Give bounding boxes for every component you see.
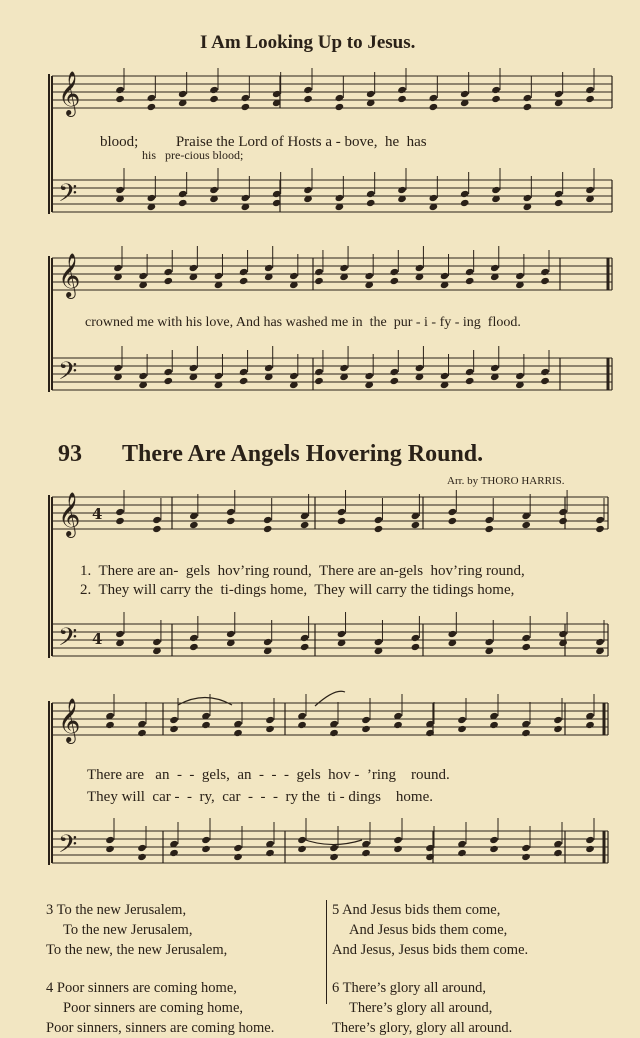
prev-system-1-treble-note <box>115 95 125 103</box>
prev-system-2-bass-note <box>314 377 324 385</box>
verse-number: 4 <box>46 980 54 996</box>
prev-system-1-treble-note <box>241 94 251 102</box>
hymn93-system-2-bass-note <box>393 836 403 844</box>
prev-system-2-bass-note <box>490 364 500 372</box>
hymn93-system-2-treble-clef-icon: 𝄞 <box>58 698 81 742</box>
prev-system-1-bass-note <box>397 186 407 194</box>
hymn93-system-1-bass-clef-icon: 𝄢 <box>58 623 78 658</box>
hymn93-system-2-bass-clef-icon: 𝄢 <box>58 830 78 865</box>
hymn93-system-2-treble-note <box>361 716 371 724</box>
prev-system-2-treble-note <box>314 268 324 276</box>
hymn93-system-2-treble-note <box>553 716 563 724</box>
prev-system-1-treble-note <box>178 90 188 98</box>
hymn93-system-1-treble-note <box>152 516 162 524</box>
prev-system-2-bass-note <box>390 377 400 385</box>
prev-system-2-treble-note <box>465 268 475 276</box>
prev-system-1-treble-note <box>147 103 157 111</box>
hymn93-system-1-treble-note <box>263 516 273 524</box>
hymn93-system-2-bass-note <box>489 845 499 853</box>
prev-system-1-treble-note <box>585 95 595 103</box>
prev-system-1-bass-note <box>303 186 313 194</box>
hymn93-system-1-bass-note <box>374 638 384 646</box>
prev-system-2-treble-note <box>239 277 249 285</box>
prev-system-1-treble-note <box>523 103 533 111</box>
hymn93-system-1-treble-note <box>448 508 458 516</box>
verse-number: 3 <box>46 902 54 918</box>
hymn93-system-1-bass-note <box>300 634 310 642</box>
hymn93-system-1-bass-note <box>300 643 310 651</box>
prev-system-1-bass-note <box>523 194 533 202</box>
prev-system-2-bass-note <box>415 364 425 372</box>
hymn93-system-2-bass-note <box>553 849 563 857</box>
verse-line: To the new, the new Jerusalem, <box>46 942 228 958</box>
prev-system-2-treble-note <box>163 277 173 285</box>
prev-system-1-treble-note <box>429 103 439 111</box>
hymn93-system-2-bass-note <box>457 849 467 857</box>
hymn93-system-1-treble-note <box>484 516 494 524</box>
hymn93-system-1-treble-note <box>337 508 347 516</box>
prev-system-1-bass-note <box>241 194 251 202</box>
hymn93-system-2-bass-note <box>233 844 243 852</box>
prev-system-1-treble-note <box>209 95 219 103</box>
prev-system-1-bass-note <box>429 194 439 202</box>
hymn93-system-2-bass-note <box>361 849 371 857</box>
hymn93-system-2-treble-note <box>169 716 179 724</box>
prev-lyrics-line1: blood; Praise the Lord of Hosts a - bove, he has <box>100 134 427 150</box>
hymn93-system-1-bass-note <box>152 638 162 646</box>
prev-system-1-treble-note <box>241 103 251 111</box>
hymn93-system-1-treble-note <box>484 525 494 533</box>
hymn93-system-1-treble-note <box>300 521 310 529</box>
prev-system-2-bass-note <box>113 364 123 372</box>
prev-system-2-bass-note <box>289 372 299 380</box>
verses-right-column <box>332 900 528 1038</box>
hymn93-system-2-treble-note <box>329 729 339 737</box>
hymn93-system-1-bass-note <box>411 643 421 651</box>
prev-system-1-bass-note <box>491 186 501 194</box>
prev-lyrics-line2: crowned me with his love, And has washed me in the pur - i - fy - ing flood. <box>85 315 521 330</box>
hymn93-system-1-treble-note <box>374 516 384 524</box>
hymn93-system-1-bass-note <box>115 630 125 638</box>
prev-system-1-treble-note <box>115 86 125 94</box>
hymn93-system-1-bass-note <box>521 643 531 651</box>
hymn93-system-2-bass-note <box>201 845 211 853</box>
prev-system-1-treble-note <box>209 86 219 94</box>
time-signature: 4 <box>92 505 103 523</box>
prev-system-2-treble-note <box>289 272 299 280</box>
verse-line: And Jesus bids them come, <box>349 922 508 938</box>
hymn93-system-2-bass-note <box>521 853 531 861</box>
prev-system-2-treble-note <box>113 264 123 272</box>
prev-system-1-treble-note <box>397 86 407 94</box>
hymn93-system-1-treble-note <box>558 508 568 516</box>
hymn93-system-1-bass-note <box>411 634 421 642</box>
prev-system-2-bass-note <box>540 377 550 385</box>
prev-system-1-treble-note <box>523 94 533 102</box>
verse-line: To the new Jerusalem, <box>56 902 187 918</box>
hymn93-system-2-bass-note <box>169 849 179 857</box>
prev-system-2-bass-note <box>540 368 550 376</box>
prev-system-2-treble-note <box>440 272 450 280</box>
hymn93-system-1-bass-note <box>521 634 531 642</box>
verse-line: Poor sinners, sinners are coming home. <box>46 1020 275 1036</box>
hymn93-system-1-treble-note <box>448 517 458 525</box>
hymn93-system-1-treble-note <box>374 525 384 533</box>
hymn93-system-2-treble-note <box>265 716 275 724</box>
stanza-1-lyrics: 1. There are an- gels hov’ring round, There are an-gels hov’ring round, <box>80 563 525 579</box>
prev-system-2-bass-note <box>440 372 450 380</box>
hymn93-system-2-treble-note <box>169 725 179 733</box>
hymn93-system-2-treble-note <box>201 721 211 729</box>
prev-system-1-bass-clef-icon: 𝄢 <box>58 179 78 214</box>
hymn93-system-2-bass-note <box>105 845 115 853</box>
hymn93-system-2-bass-note <box>489 836 499 844</box>
prev-system-2-treble-note <box>214 272 224 280</box>
prev-system-2-bass-note <box>138 372 148 380</box>
stanza-2-lyrics: 2. They will carry the ti-dings home, They will carry the tidings home, <box>80 582 515 598</box>
prev-system-1-treble-note <box>585 86 595 94</box>
prev-system-2-treble-note <box>189 264 199 272</box>
hymn93-system-1-treble-clef-icon: 𝄞 <box>58 492 81 536</box>
prev-system-1-bass-note <box>366 190 376 198</box>
hymn93-system-1-bass-note <box>337 630 347 638</box>
hymn93-system-2-treble-note <box>457 716 467 724</box>
hymn93-system-2-treble-note <box>585 721 595 729</box>
prev-system-2-bass-note <box>364 372 374 380</box>
prev-system-1-bass-note <box>209 186 219 194</box>
prev-system-1-bass-note <box>460 199 470 207</box>
hymn93-system-1-bass-note <box>189 643 199 651</box>
hymn93-system-2-treble-note <box>297 721 307 729</box>
prev-system-2-treble-note <box>264 264 274 272</box>
prev-system-1-bass-note <box>335 194 345 202</box>
prev-system-1-treble-note <box>397 95 407 103</box>
verse-divider <box>326 900 327 1004</box>
verse-line: There’s glory all around, <box>342 980 486 996</box>
hymn93-system-1-bass-note <box>595 638 605 646</box>
prev-system-2-treble-clef-icon: 𝄞 <box>58 253 81 297</box>
prev-system-2-bass-note <box>189 364 199 372</box>
prev-system-1-treble-note <box>429 94 439 102</box>
hymn93-system-2-bass-note <box>521 844 531 852</box>
hymn93-system-2-treble-note <box>457 725 467 733</box>
hymn93-system-2-treble-note <box>393 721 403 729</box>
hymn93-system-1-treble-note <box>152 525 162 533</box>
slur <box>178 698 232 706</box>
hymn93-system-1-bass-note <box>226 630 236 638</box>
prev-system-2-treble-note <box>415 264 425 272</box>
verse-line: There’s glory all around, <box>349 1000 493 1016</box>
hymn93-system-1-bass-note <box>448 630 458 638</box>
prev-system-1-bass-note <box>178 199 188 207</box>
hymn-number: 93 <box>58 441 82 467</box>
prev-system-2-bass-note <box>314 368 324 376</box>
prev-system-1-treble-note <box>303 95 313 103</box>
time-signature: 4 <box>92 630 103 648</box>
verses-left-column <box>46 900 274 1038</box>
prev-system-1-bass-note <box>115 186 125 194</box>
hymn93-system-2-bass-note <box>265 849 275 857</box>
hymn93-system-1-treble-note <box>411 521 421 529</box>
prev-system-2-treble-note <box>540 268 550 276</box>
prev-system-2-bass-note <box>465 368 475 376</box>
hymn93-system-1-treble-note <box>263 525 273 533</box>
slur <box>315 691 345 706</box>
hymn93-system-2-treble-note <box>553 725 563 733</box>
prev-system-2-treble-note <box>465 277 475 285</box>
prev-system-1-treble-note <box>303 86 313 94</box>
hymn93-system-2-bass-note <box>297 845 307 853</box>
hymn93-system-1-treble-note <box>521 521 531 529</box>
prev-system-1-treble-note <box>366 90 376 98</box>
hymn93-system-1-treble-note <box>558 517 568 525</box>
hymn93-system-2-treble-note <box>233 729 243 737</box>
hymn93-system-2-treble-note <box>105 721 115 729</box>
prev-system-1-treble-note <box>335 103 345 111</box>
hymn93-system-2-treble-note <box>137 729 147 737</box>
hymn93-system-1-bass-note <box>263 638 273 646</box>
prev-system-2-treble-note <box>314 277 324 285</box>
verse-4 <box>46 978 274 1038</box>
hymn93-system-2-bass-note <box>105 836 115 844</box>
verse-number: 6 <box>332 980 340 996</box>
prev-system-2-treble-note <box>390 268 400 276</box>
prev-system-2-bass-note <box>390 368 400 376</box>
prev-system-1-bass-note <box>585 186 595 194</box>
hymn93-system-1-treble-note <box>226 508 236 516</box>
prev-system-2-bass-note <box>465 377 475 385</box>
prev-system-2-treble-note <box>364 272 374 280</box>
prev-system-2-bass-note <box>239 368 249 376</box>
prev-system-1-bass-note <box>554 199 564 207</box>
hymn93-system-2-treble-note <box>265 725 275 733</box>
hymn-title: There Are Angels Hovering Round. <box>122 441 484 467</box>
hymn93-system-2-bass-note <box>137 844 147 852</box>
verse-5 <box>332 900 528 960</box>
prev-system-1-treble-note <box>554 90 564 98</box>
hymn93-system-1-bass-note <box>189 634 199 642</box>
verse-line: Poor sinners are coming home, <box>63 1000 244 1016</box>
prev-system-2-bass-clef-icon: 𝄢 <box>58 357 78 392</box>
hymn93-system-2-bass-note <box>137 853 147 861</box>
verse-line: And Jesus bids them come, <box>342 902 501 918</box>
prev-system-2-treble-note <box>239 268 249 276</box>
hymn93-system-1-treble-note <box>595 525 605 533</box>
hymn93-system-2-bass-note <box>329 853 339 861</box>
hymn93-system-2-bass-note <box>585 836 595 844</box>
prev-system-1-treble-note <box>460 90 470 98</box>
prev-system-2-treble-note <box>339 264 349 272</box>
prev-system-1-treble-note <box>335 94 345 102</box>
hymn93-system-2-treble-note <box>489 721 499 729</box>
hymn93-system-2-bass-note <box>201 836 211 844</box>
prev-system-1-bass-note <box>178 190 188 198</box>
hymn93-system-1-treble-note <box>226 517 236 525</box>
prev-system-1-bass-note <box>460 190 470 198</box>
refrain-lyrics-1: There are an - - gels, an - - - gels hov - ’ring round. <box>87 767 450 783</box>
verse-number: 5 <box>332 902 340 918</box>
prev-system-1-treble-note <box>491 95 501 103</box>
hymn93-system-2-bass-note <box>233 853 243 861</box>
prev-hymn-title: I Am Looking Up to Jesus. <box>200 32 416 53</box>
verse-line: There’s glory, glory all around. <box>332 1020 513 1036</box>
hymn93-system-1-treble-note <box>115 517 125 525</box>
prev-system-2-bass-note <box>515 372 525 380</box>
verse-line: Poor sinners are coming home, <box>56 980 237 996</box>
hymn93-system-1-treble-note <box>337 517 347 525</box>
prev-system-1-treble-note <box>491 86 501 94</box>
prev-system-2-bass-note <box>239 377 249 385</box>
prev-system-2-treble-note <box>163 268 173 276</box>
hymn93-system-1-bass-note <box>484 638 494 646</box>
hymn93-system-1-bass-note <box>558 630 568 638</box>
prev-system-1-bass-note <box>554 190 564 198</box>
hymn93-system-2-bass-note <box>585 845 595 853</box>
hymn93-system-1-treble-note <box>595 516 605 524</box>
refrain-lyrics-2: They will car - - ry, car - - - ry the ti - dings home. <box>87 789 434 805</box>
verse-6 <box>332 978 528 1038</box>
prev-system-2-bass-note <box>163 377 173 385</box>
hymn93-system-2-treble-note <box>361 725 371 733</box>
verse-line: To the new Jerusalem, <box>63 922 193 938</box>
prev-system-2-bass-note <box>339 364 349 372</box>
verse-3 <box>46 900 274 960</box>
prev-lyrics-echo: his pre-cious blood; <box>142 148 244 162</box>
prev-system-1-bass-note <box>366 199 376 207</box>
hymn93-system-2-bass-note <box>393 845 403 853</box>
prev-system-2-treble-note <box>540 277 550 285</box>
prev-system-2-bass-note <box>163 368 173 376</box>
prev-system-2-treble-note <box>515 272 525 280</box>
hymn93-system-1-treble-note <box>115 508 125 516</box>
arranger-credit: Arr. by THORO HARRIS. <box>447 475 565 487</box>
prev-system-2-treble-note <box>138 272 148 280</box>
prev-system-2-treble-note <box>490 264 500 272</box>
prev-system-1-bass-note <box>147 194 157 202</box>
prev-system-2-bass-note <box>214 372 224 380</box>
hymn93-system-2-treble-note <box>521 729 531 737</box>
verse-line: And Jesus, Jesus bids them come. <box>332 942 529 958</box>
prev-system-1-treble-clef-icon: 𝄞 <box>58 71 81 115</box>
prev-system-2-treble-note <box>390 277 400 285</box>
prev-system-2-bass-note <box>264 364 274 372</box>
prev-system-1-treble-note <box>147 94 157 102</box>
hymn93-system-1-treble-note <box>189 521 199 529</box>
